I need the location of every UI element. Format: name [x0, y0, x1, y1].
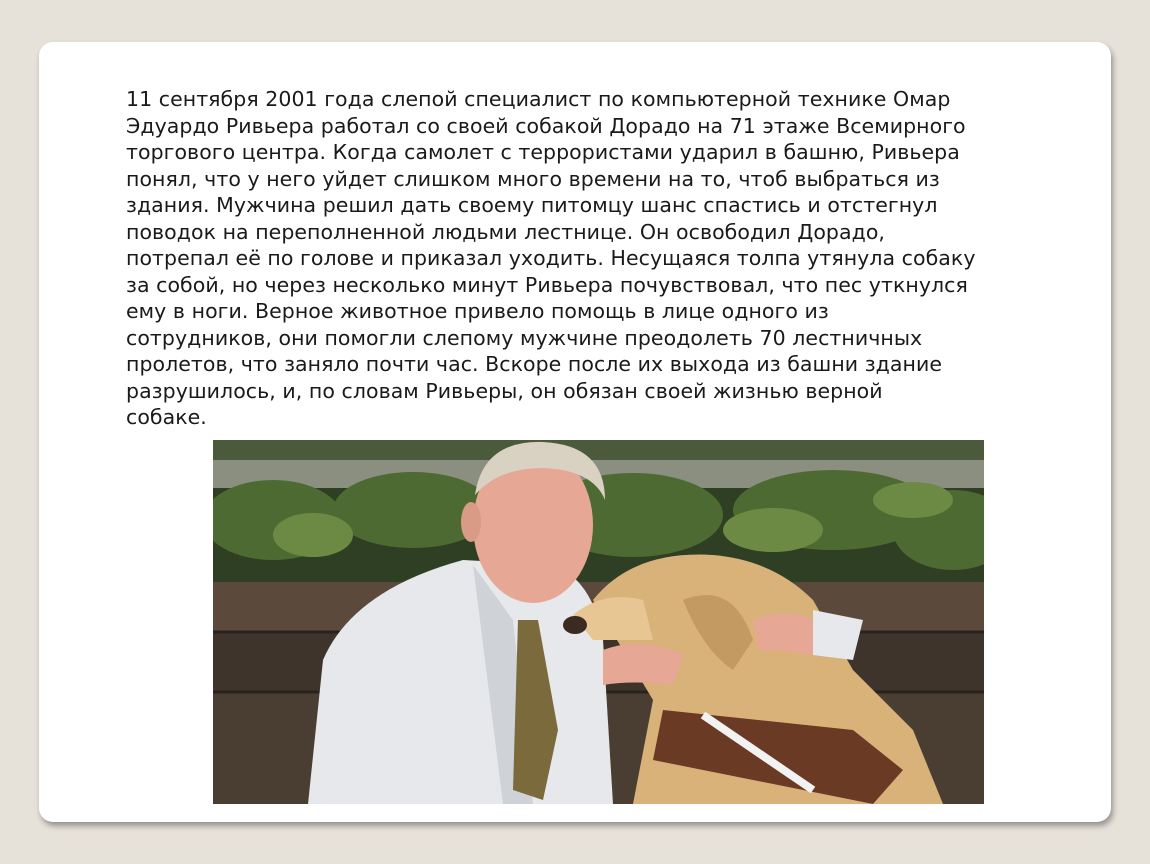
- photo-man-with-guide-dog: [213, 440, 984, 804]
- slide-body-text: 11 сентября 2001 года слепой специалист по компьютерной технике Омар Эдуардо Ривьера работал со своей собакой Дорадо на 71 этаже Всемирного торгового центра. Когда самолет с террористами ударил в башню, Ривьера понял, что у него уйдет слишком много времени на то, чтоб выбраться из здания. Мужчина решил дать своему питомцу шанс спастись и отстегнул поводок на переполненной людьми лестнице. Он освободил Дорадо, потрепал её по голове и приказал уходить. Несущаяся толпа утянула собаку за собой, но через несколько минут Ривьера почувствовал, что пес уткнулся ему в ноги. Верное животное привело помощь в лице одного из сотрудников, они помогли слепому мужчине преодолеть 70 лестничных пролетов, что заняло почти час. Вскоре после их выхода из башни здание разрушилось, и, по словам Ривьеры, он обязан своей жизнью верной собаке.: [126, 87, 976, 429]
